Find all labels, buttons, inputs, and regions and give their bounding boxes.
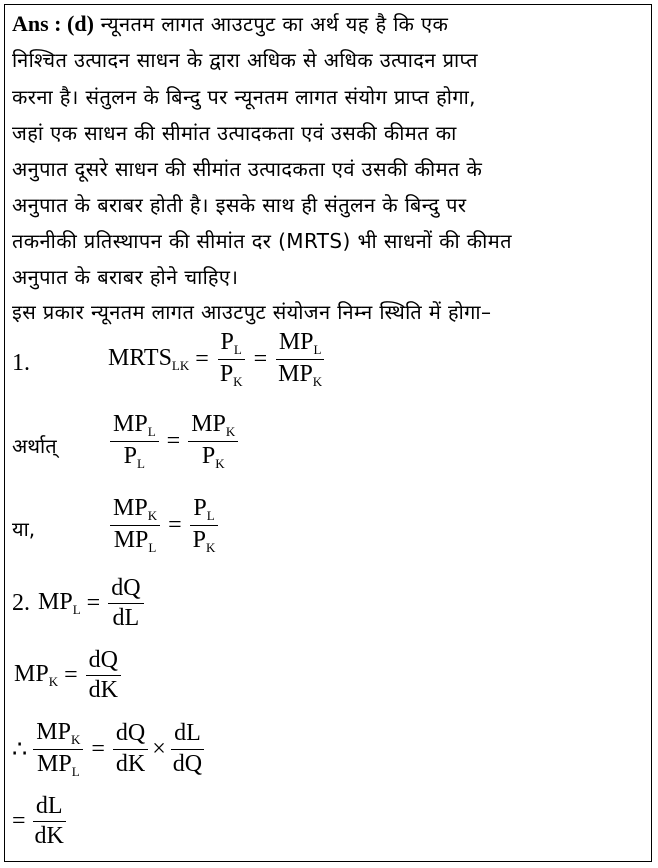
text-line-4: जहां एक साधन की सीमांत उत्पादकता एवं उसकी कीमत का: [12, 121, 457, 145]
eq5-equals: =: [64, 662, 78, 689]
text-line-5: अनुपात दूसरे साधन की सीमांत उत्पादकता एवं उसकी कीमत के: [12, 157, 483, 181]
equation-3: [108, 496, 220, 554]
eq3-fraction-left: $\frac{MP_K}{MP_L}$: [110, 496, 160, 554]
equation-2: [108, 412, 240, 470]
eq1-label: 1.: [12, 350, 30, 376]
text-line-8: अनुपात के बराबर होने चाहिए।: [12, 265, 239, 289]
text-line-1-body: न्यूनतम लागत आउटपुट का अर्थ यह है कि एक: [93, 12, 449, 36]
eq3-label: या,: [12, 517, 36, 541]
text-line-1: [12, 10, 448, 37]
text-line-7: तकनीकी प्रतिस्थापन की सीमांत दर (MRTS) भी साधनों की कीमत: [12, 229, 512, 253]
eq6-times: ×: [152, 735, 166, 762]
equation-1: [108, 330, 327, 388]
eq2-fraction-right: $\frac{MP_K}{P_K}$: [188, 412, 238, 470]
equation-5: [14, 648, 123, 703]
eq3-equals: =: [168, 511, 182, 538]
equation-4: [12, 576, 146, 631]
text-line-6: अनुपात के बराबर होती है। इसके साथ ही संतुलन के बिन्दु पर: [12, 193, 467, 217]
therefore-symbol: ∴: [12, 736, 28, 763]
equation-7: [12, 794, 69, 849]
eq1-equals: =: [195, 345, 209, 372]
eq3-fraction-right: $\frac{P_L}{P_K}$: [190, 496, 219, 554]
eq5-fraction: $\frac{dQ}{dK}$: [86, 648, 121, 703]
text-line-3: करना है। संतुलन के बिन्दु पर न्यूनतम लागत संयोग प्राप्त होगा,: [12, 85, 476, 109]
eq4-equals: =: [86, 590, 101, 617]
eq2-equals: =: [166, 427, 181, 454]
eq1-fraction-price: $\frac{P_L}{P_K}$: [217, 330, 246, 388]
eq2-label: अर्थात्: [12, 434, 57, 458]
eq4-fraction: $\frac{dQ}{dL}$: [108, 576, 143, 631]
answer-prefix: Ans : (d): [12, 11, 94, 36]
eq2-fraction-left: $\frac{MP_L}{P_L}$: [110, 412, 159, 470]
eq6-fraction-dl-dq: $\frac{dL}{dQ}$: [172, 720, 203, 777]
eq6-fraction-dq-dk: $\frac{dQ}{dK}$: [113, 721, 148, 776]
eq1-equals-2: =: [253, 345, 268, 372]
eq6-fraction-left: $\frac{MP_K}{MP_L}$: [33, 720, 83, 778]
eq7-fraction: $\frac{dL}{dK}$: [34, 793, 64, 850]
eq4-lhs: $MP_L$: [38, 589, 81, 618]
eq4-label: 2.: [12, 590, 30, 617]
text-line-9: इस प्रकार न्यूनतम लागत आउटपुट संयोजन निम्न स्थिति में होगा–: [12, 300, 492, 324]
eq6-equals: =: [91, 735, 105, 762]
eq7-equals: =: [12, 808, 26, 835]
eq5-lhs: $MP_K$: [14, 661, 59, 690]
eq1-fraction-mp: $\frac{MP_L}{MP_K}$: [275, 330, 325, 388]
text-line-2: निश्चित उत्पादन साधन के द्वारा अधिक से अधिक उत्पादन प्राप्त: [12, 48, 478, 72]
equation-6: [12, 720, 207, 778]
eq1-lhs: $MRTS_{LK}$: [108, 344, 190, 373]
